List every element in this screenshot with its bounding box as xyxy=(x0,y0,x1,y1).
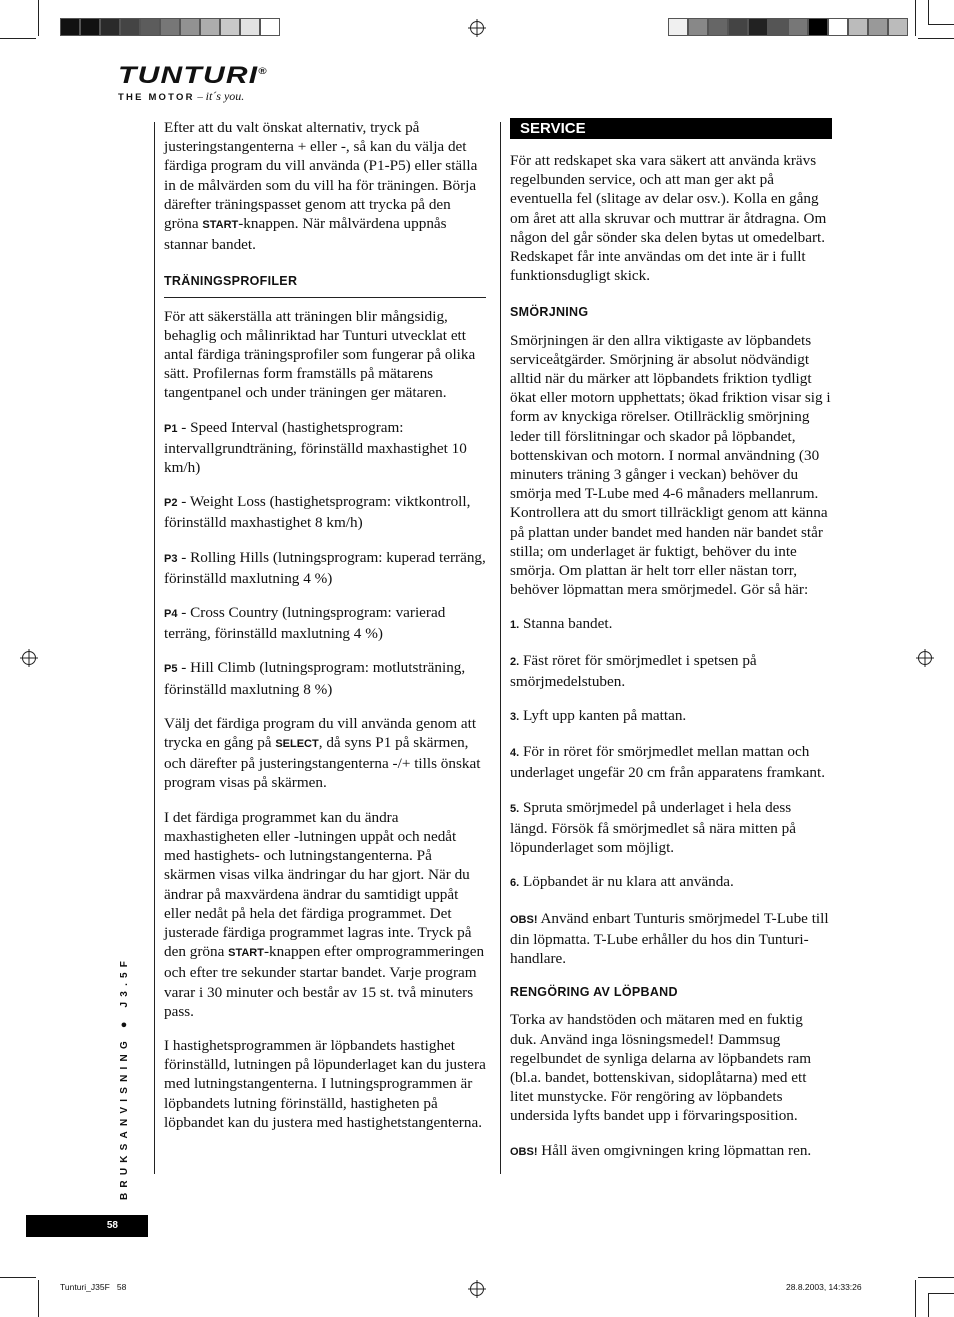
page-number: 58 xyxy=(26,1215,148,1237)
tagline-dash: – xyxy=(197,91,203,103)
calibration-swatch xyxy=(688,18,708,36)
center-column-rule xyxy=(500,122,501,1174)
obs-note-clean: OBS! Håll även omgivningen kring löpmattan ren. xyxy=(510,1141,812,1159)
calibration-swatch xyxy=(140,18,160,36)
calibration-swatch xyxy=(80,18,100,36)
cleaning-heading: RENGÖRING AV LÖPBAND xyxy=(510,985,678,1000)
calibration-swatch xyxy=(668,18,688,36)
start-key-label: START xyxy=(228,947,264,960)
registration-mark-bottom xyxy=(470,1282,484,1296)
crop-mark-br2-v xyxy=(928,1293,929,1317)
calibration-swatch xyxy=(160,18,180,36)
crop-mark-br-h xyxy=(918,1277,954,1278)
calibration-swatch xyxy=(768,18,788,36)
crop-mark-tr2-h xyxy=(928,24,954,25)
obs-note-lube: OBS! Använd enbart Tunturis smörjmedel T-Lube till din löpmatta. T-Lube erhåller du hos din Tunturi-handlare. xyxy=(510,909,829,967)
calibration-swatch xyxy=(120,18,140,36)
calibration-swatch xyxy=(888,18,908,36)
registration-mark-top xyxy=(470,21,484,35)
calibration-swatch xyxy=(748,18,768,36)
right-column xyxy=(510,118,832,1177)
crop-mark-br-v xyxy=(915,1280,916,1317)
crop-mark-bl-h xyxy=(0,1277,36,1278)
registered-mark: ® xyxy=(258,66,268,76)
tagline-left: THE MOTOR xyxy=(118,92,195,103)
calibration-swatch xyxy=(180,18,200,36)
crop-mark-tl-h xyxy=(0,38,36,39)
crop-mark-br2-h xyxy=(928,1293,954,1294)
lubrication-paragraph: Smörjningen är den allra viktigaste av löpbandets serviceåtgärder. Smörjning är absolut nödvändigt alltid när du märker att löpbandets friktion tydligt ökat eller motorn upphettats; ökad friktion visar sig i form av knyckiga rörelser. Otillräcklig smörjning leder till förslitningar och skador på löpbandet, bottenskivan och motorn. I normal användning (30 minuters träning 3 gånger i veckan) behöver du smörja med T-Lube med 4-6 månaders mellanrum. Kontrollera att du smort tillräckligt genom att känna på plattan under bandet med handen när bandet står stilla; om underlaget är fuktigt, behöver du inte smörja. Om plattan är helt torr eller nästan torr, behöver löpmattan mera smörjmedel. Gör så här: xyxy=(510,331,831,599)
calibration-swatch xyxy=(220,18,240,36)
calibration-swatch xyxy=(260,18,280,36)
crop-mark-tr-v xyxy=(915,0,916,36)
calibration-swatch xyxy=(60,18,80,36)
calibration-swatch xyxy=(708,18,728,36)
program-item: P5 - Hill Climb (lutningsprogram: motlutsträning, förinställd maxlutning 8 %) xyxy=(164,659,466,698)
registration-mark-right xyxy=(918,651,932,665)
service-paragraph: För att redskapet ska vara säkert att använda krävs regelbunden service, och att man ger akt på eventuella fel (slitage av delar osv.). Kolla en gång om året att alla skruvar och muttrar är åtdragna. Om någon del går sönder ska delen bytas ut omedelbart. Redskapet får inte användas om det inte är i fullt funktionsdugligt skick. xyxy=(510,152,827,285)
select-key-label: SELECT xyxy=(275,738,319,751)
registration-mark-left xyxy=(22,651,36,665)
bullet-icon: ● xyxy=(118,1015,130,1029)
step-item: 1. Stanna bandet. xyxy=(510,615,613,633)
program-item: P2 - Weight Loss (hastighetsprogram: viktkontroll, förinställd maxhastighet 8 km/h) xyxy=(164,493,471,532)
footer-file-info: Tunturi_J35F 58 xyxy=(60,1282,127,1292)
start-key-label: START xyxy=(202,219,239,232)
left-column-rule xyxy=(154,122,155,1174)
cleaning-paragraph: Torka av handstöden och mätaren med en fuktig duk. Använd inga lösningsmedel! Dammsug regelbundet de synliga delarna av löpbandets ram (bl.a. bandet, bottenskivan, sidoplåtarna) med ett litet munstycke. För rengöring av löpbandets undersida lyfts bandet upp i förvaringsposition. xyxy=(510,1011,812,1125)
step-item: 4. För in röret för smörjmedlet mellan mattan och underlaget ungefär 20 cm från apparatens framkant. xyxy=(510,743,825,782)
calibration-swatch xyxy=(848,18,868,36)
program-types-paragraph: I hastighetsprogrammen är löpbandets hastighet förinställd, lutningen på löpunderlaget kan du justera med lutningstangenterna. I lutningsprogrammen är löpbandets lutning förinställd, hastigheten på löpbandet kan du justera med hastighetstangenterna. xyxy=(164,1036,486,1131)
crop-mark-tl-v xyxy=(38,0,39,36)
footer-timestamp: 28.8.2003, 14:33:26 xyxy=(786,1282,862,1292)
color-calibration-bar-left xyxy=(60,18,280,36)
crop-mark-tr-h xyxy=(918,38,954,39)
crop-mark-bl-v xyxy=(38,1280,39,1317)
service-heading: SERVICE xyxy=(510,118,832,139)
sidebar-manual-label: BRUKSANVISNING ● J3.5F xyxy=(118,955,130,1200)
program-item: P3 - Rolling Hills (lutningsprogram: kuperad terräng, förinställd maxlutning 4 %) xyxy=(164,548,486,587)
intro-paragraph: Efter att du valt önskat alternativ, tryck på justeringstangenterna + eller -, så kan du välja det färdiga program du vill använda (P1-P5) eller ställa in de målvärden som du vill ha för träningen. Börja därefter träningspasset genom att trycka på den gröna START-knappen. När målvärdena uppnås stannar bandet. xyxy=(164,119,478,254)
calibration-swatch xyxy=(868,18,888,36)
select-paragraph: Välj det färdiga program du vill använda genom att trycka en gång på SELECT, då syns P1 på skärmen, och därefter på justeringstangenterna -/+ tills önskat program visas på skärmen. xyxy=(164,714,481,792)
step-item: 2. Fäst röret för smörjmedlet i spetsen på smörjmedelstuben. xyxy=(510,651,757,690)
calibration-swatch xyxy=(100,18,120,36)
calibration-swatch xyxy=(240,18,260,36)
color-calibration-bar-right xyxy=(668,18,908,36)
calibration-swatch xyxy=(788,18,808,36)
training-profiles-heading: TRÄNINGSPROFILER xyxy=(164,272,486,297)
step-item: 6. Löpbandet är nu klara att använda. xyxy=(510,873,734,891)
lubrication-heading: SMÖRJNING xyxy=(510,305,589,320)
tagline-right: it´s you. xyxy=(205,89,245,103)
program-item: P1 - Speed Interval (hastighetsprogram: intervallgrundträning, förinställd maxhastighet 10 km/h) xyxy=(164,418,467,477)
tunturi-logo xyxy=(118,58,268,104)
left-column xyxy=(164,118,486,1147)
calibration-swatch xyxy=(200,18,220,36)
modify-paragraph: I det färdiga programmet kan du ändra maxhastigheten eller -lutningen uppåt och nedåt med hastighets- och lutningstangenterna. På skärmen visas vilka ändringar du har gjort. När du ändrar på maxvärdena ändrar du samtidigt uppåt eller nedåt på hela det färdiga programmet. Det justerade färdiga programmet lagras inte. Tryck på den gröna START-knappen efter omprogrammeringen och efter tre sekunder startar bandet. Varje program varar i 30 minuter och består av 15 st. två minuters pass. xyxy=(164,808,485,1020)
profiles-paragraph: För att säkerställa att träningen blir mångsidig, behaglig och målinriktad har Tunturi utvecklat ett antal färdiga träningsprofiler som fungerar på olika sätt. Profilernas form framställs på mätarens tangentpanel och under träningen ger mätaren. xyxy=(164,307,476,402)
calibration-swatch xyxy=(828,18,848,36)
calibration-swatch xyxy=(808,18,828,36)
program-item: P4 - Cross Country (lutningsprogram: varierad terräng, förinställd maxlutning 4 %) xyxy=(164,604,446,643)
step-item: 3. Lyft upp kanten på mattan. xyxy=(510,707,687,725)
step-item: 5. Spruta smörjmedel på underlaget i hela dess längd. Försök få smörjmedlet så nära mitten på löpunderlaget som möjligt. xyxy=(510,798,796,857)
logo-wordmark: TUNTURI xyxy=(118,62,259,89)
calibration-swatch xyxy=(728,18,748,36)
logo-tagline xyxy=(118,89,244,104)
crop-mark-tr2-v xyxy=(928,0,929,24)
